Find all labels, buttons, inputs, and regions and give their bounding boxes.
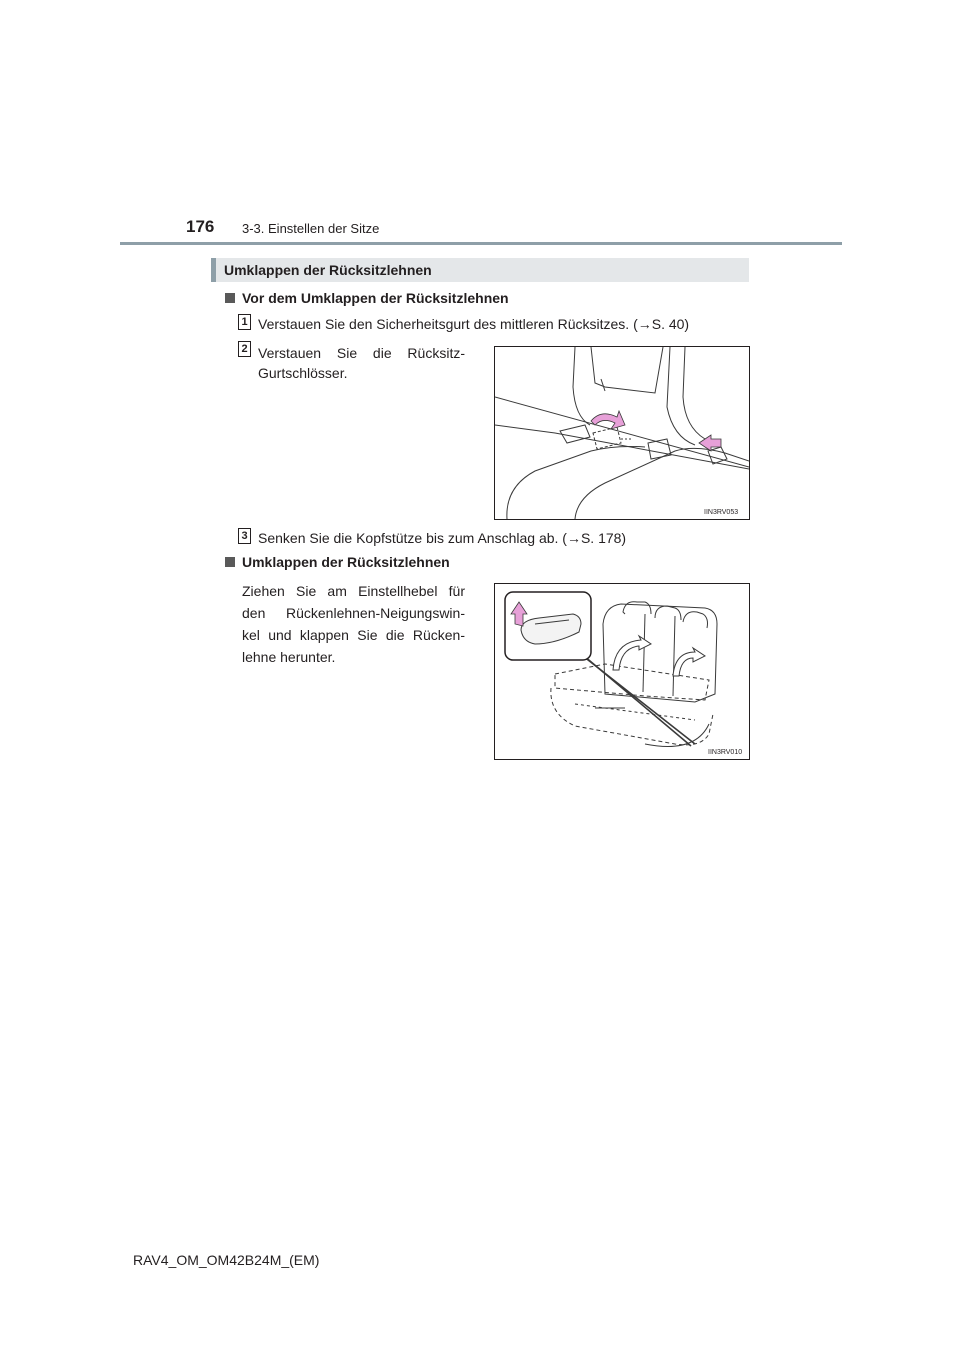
step-number-1: 1: [238, 314, 251, 330]
step-1-text: Verstauen Sie den Sicherheitsgurt des mittleren Rücksitzes. (→S. 40): [258, 316, 690, 332]
fold-line-3: kel und klappen Sie die Rücken-: [242, 627, 465, 643]
lever-callout: [505, 592, 591, 660]
figure-code-2: IIN3RV010: [708, 749, 743, 756]
fold-line-1: Ziehen Sie am Einstellhebel für: [242, 583, 465, 599]
step-number-2: 2: [238, 341, 251, 357]
document-code-footer: RAV4_OM_OM42B24M_(EM): [133, 1252, 320, 1268]
subheading-text: Umklappen der Rücksitzlehnen: [242, 554, 450, 570]
step-3-text: Senken Sie die Kopfstütze bis zum Anschlag ab. (→S. 178): [258, 530, 627, 546]
step-2-line-2: Gurtschlösser.: [258, 365, 348, 381]
figure-fold-seatback: [494, 583, 750, 760]
subheading-before-folding: [225, 290, 509, 306]
step-number-3: 3: [238, 528, 251, 544]
square-bullet-icon: [225, 557, 235, 567]
square-bullet-icon: [225, 293, 235, 303]
header-rule: [120, 242, 842, 245]
figure-seatbelt-buckles: [494, 346, 750, 520]
page-number: 176: [186, 217, 215, 236]
section-accent: [211, 258, 216, 282]
fold-seatback-illustration: [495, 584, 749, 759]
seat-buckles-illustration: [495, 347, 749, 519]
subheading-text: Vor dem Umklappen der Rücksitzlehnen: [242, 290, 509, 306]
step-2-line-1: Verstauen Sie die Rücksitz-: [258, 345, 465, 361]
fold-line-2: den Rückenlehnen-Neigungswin-: [242, 605, 465, 621]
chapter-title: 3-3. Einstellen der Sitze: [242, 221, 380, 236]
fold-line-4: lehne herunter.: [242, 649, 336, 665]
subheading-folding: [225, 554, 450, 570]
fold-forward-arrow-icon: [613, 636, 651, 670]
section-title: Umklappen der Rücksitzlehnen: [224, 262, 432, 278]
fold-arrow-icon: [591, 411, 625, 429]
section-heading-bar: [211, 258, 749, 282]
fold-forward-arrow-icon: [673, 648, 705, 676]
figure-code-1: IIN3RV053: [704, 509, 739, 516]
